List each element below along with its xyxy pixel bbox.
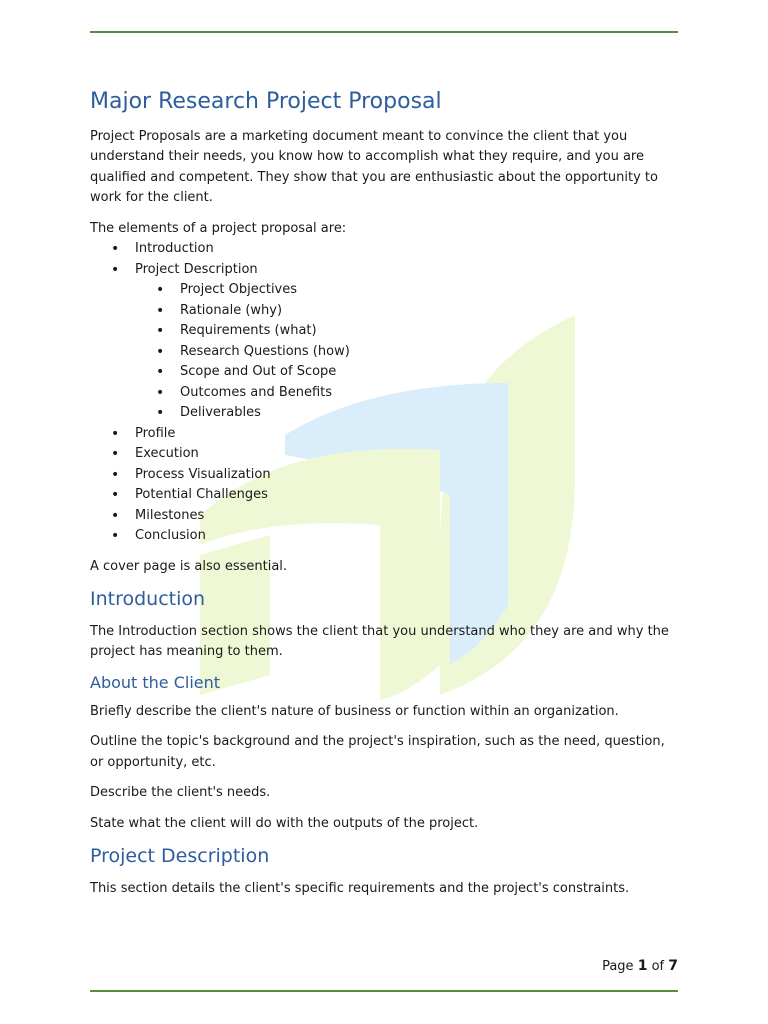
of-word: of — [651, 959, 665, 974]
about-client-paragraph: Briefly describe the client's nature of business or function within an organization. — [90, 703, 619, 719]
list-item: • Potential Challenges — [90, 485, 680, 506]
list-item-label: Project Description — [135, 261, 258, 277]
about-client-paragraph: State what the client will do with the outputs of the project. — [90, 815, 479, 831]
intro-paragraph: Project Proposals are a marketing document meant to convince the client that you understand their needs, you know how to accomplish what they require, and you are qualified and competent. They show that you are enthusiastic about the opportunity to work for the client. — [90, 128, 658, 206]
introduction-heading: Introduction — [90, 588, 206, 611]
sub-list-item: • Scope and Out of Scope — [135, 362, 680, 383]
sub-list-item: • Project Objectives — [135, 280, 680, 301]
page-number — [602, 958, 678, 974]
sub-list-item: • Outcomes and Benefits — [135, 383, 680, 404]
current-page: 1 — [637, 958, 648, 974]
about-client-paragraph: Describe the client's needs. — [90, 785, 271, 801]
list-item: • Introduction — [90, 239, 680, 260]
list-item: • Profile — [90, 424, 680, 445]
about-client-heading: About the Client — [90, 672, 221, 692]
page-word: Page — [602, 959, 634, 974]
cover-note: A cover page is also essential. — [90, 558, 288, 574]
sub-list-item: • Requirements (what) — [135, 321, 680, 342]
sub-list-item: • Rationale (why) — [135, 301, 680, 322]
list-item-project-description — [90, 260, 680, 424]
total-pages: 7 — [668, 958, 678, 974]
introduction-text: The Introduction section shows the client that you understand who they are and why the project has meaning to them. — [90, 623, 669, 660]
list-item: • Process Visualization — [90, 465, 680, 486]
document-title: Major Research Project Proposal — [90, 89, 442, 114]
sub-list-item: • Research Questions (how) — [135, 342, 680, 363]
elements-list — [90, 239, 680, 547]
project-description-text: This section details the client's specific requirements and the project's constraints. — [90, 880, 630, 896]
list-item: • Conclusion — [90, 526, 680, 547]
header-rule — [90, 31, 678, 33]
project-description-heading: Project Description — [90, 845, 270, 868]
document-body — [90, 88, 680, 909]
description-sublist — [135, 280, 680, 424]
footer-rule — [90, 990, 678, 992]
elements-lead: The elements of a project proposal are: — [90, 220, 347, 236]
list-item: • Milestones — [90, 506, 680, 527]
about-client-paragraph: Outline the topic's background and the project's inspiration, such as the need, question, or opportunity, etc. — [90, 734, 665, 770]
list-item: • Execution — [90, 444, 680, 465]
sub-list-item: • Deliverables — [135, 403, 680, 424]
